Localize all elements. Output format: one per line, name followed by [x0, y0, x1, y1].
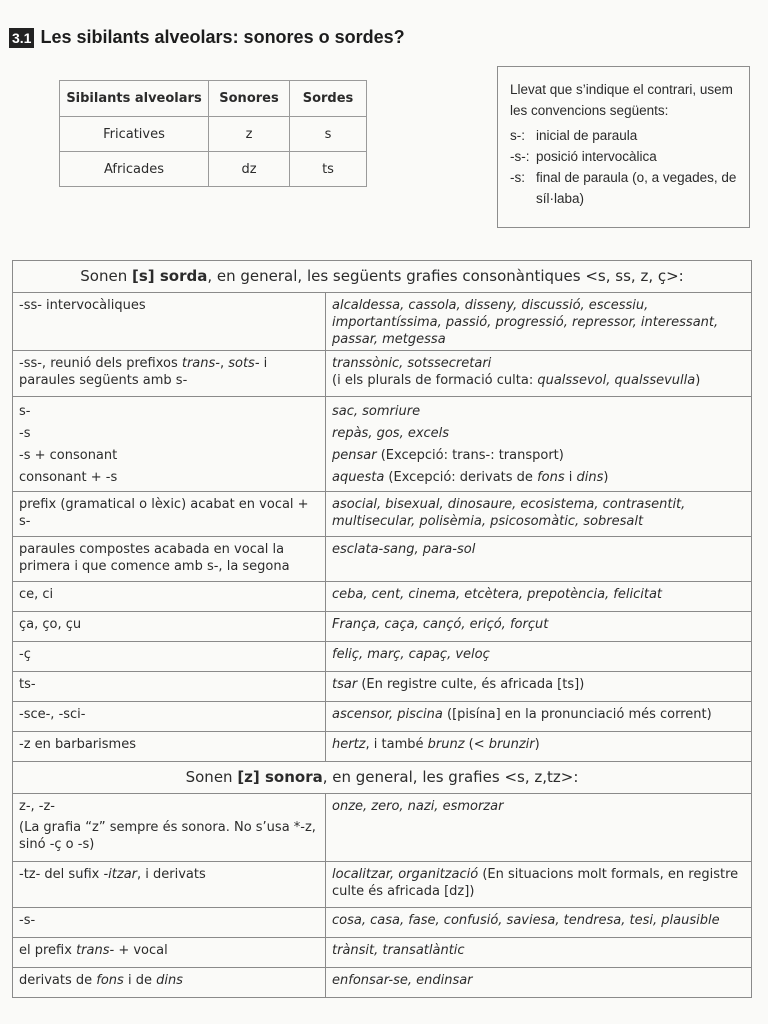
summary-row [60, 117, 367, 152]
convention-item [510, 167, 739, 209]
rule-cell: -ss- intervocàliques [13, 293, 326, 351]
convention-item [510, 125, 739, 146]
summary-header-cell: Sordes [290, 81, 367, 117]
table-row [13, 968, 752, 998]
table-row [13, 492, 752, 537]
table-row [13, 537, 752, 582]
examples-cell: transsònic, sotssecretari (i els plurals de formació culta: qualssevol, qualssevulla) [326, 351, 752, 397]
table-row [13, 582, 752, 612]
examples-cell: ceba, cent, cinema, etcètera, prepotència, felicitat [326, 582, 752, 612]
rule-cell: ça, ço, çu [13, 612, 326, 642]
examples-cell: feliç, març, capaç, veloç [326, 642, 752, 672]
rule-cell: -s- [13, 908, 326, 938]
rule-cell: -tz- del sufix -itzar, i derivats [13, 862, 326, 908]
table-row [13, 642, 752, 672]
summary-cell: dz [209, 152, 290, 187]
rule-cell: ce, ci [13, 582, 326, 612]
rule-cell: el prefix trans- + vocal [13, 938, 326, 968]
summary-cell: s [290, 117, 367, 152]
section-header-row [13, 261, 752, 293]
summary-header-cell: Sibilants alveolars [60, 81, 209, 117]
table-row [13, 794, 752, 862]
summary-cell: Fricatives [60, 117, 209, 152]
table-row [13, 293, 752, 351]
rule-cell: s- -s -s + consonant consonant + -s [13, 397, 326, 492]
examples-cell: onze, zero, nazi, esmorzar [326, 794, 752, 862]
rule-cell: z-, -z- (La grafia “z” sempre és sonora. No s’usa *-z, sinó -ç o -s) [13, 794, 326, 862]
examples-cell: cosa, casa, fase, confusió, saviesa, tendresa, tesi, plausible [326, 908, 752, 938]
table-row [13, 702, 752, 732]
summary-cell: Africades [60, 152, 209, 187]
rule-cell: paraules compostes acabada en vocal la primera i que comence amb s-, la segona [13, 537, 326, 582]
rule-cell: derivats de fons i de dins [13, 968, 326, 998]
section-header-s: Sonen [s] sorda, en general, les següents grafies consonàntiques <s, ss, z, ç>: [13, 261, 752, 293]
convention-desc: inicial de paraula [536, 128, 638, 143]
convention-desc: posició intervocàlica [536, 149, 657, 164]
section-header-row [13, 762, 752, 794]
convention-key: -s-: [510, 149, 530, 164]
rule-cell: -ss-, reunió dels prefixos trans-, sots- i paraules següents amb s- [13, 351, 326, 397]
summary-row [60, 152, 367, 187]
section-header-z: Sonen [z] sonora, en general, les grafies <s, z,tz>: [13, 762, 752, 794]
section-header-bold: [s] sorda [132, 267, 208, 285]
examples-cell: asocial, bisexual, dinosaure, ecosistema, contrasentit, multisecular, polisèmia, psicosomàtic, sobresalt [326, 492, 752, 537]
examples-cell: enfonsar-se, endinsar [326, 968, 752, 998]
section-title: Les sibilants alveolars: sonores o sordes? [40, 27, 405, 47]
table-row [13, 732, 752, 762]
examples-cell: localitzar, organització (En situacions molt formals, en registre culte és africada [dz]) [326, 862, 752, 908]
table-row [13, 908, 752, 938]
rule-cell: prefix (gramatical o lèxic) acabat en vocal + s- [13, 492, 326, 537]
examples-cell: hertz, i també brunz (< brunzir) [326, 732, 752, 762]
convention-key: s-: [510, 128, 525, 143]
table-row [13, 612, 752, 642]
convention-item [510, 146, 739, 167]
rule-cell: -sce-, -sci- [13, 702, 326, 732]
conventions-intro: Llevat que s’indique el contrari, usem les convencions següents: [510, 82, 733, 118]
examples-cell: ascensor, piscina ([pisína] en la pronunciació més corrent) [326, 702, 752, 732]
convention-key: -s: [510, 170, 525, 185]
convention-desc: final de paraula (o, a vegades, de síl·laba) [536, 170, 737, 206]
examples-cell: França, caça, cançó, eriçó, forçut [326, 612, 752, 642]
examples-cell: esclata-sang, para-sol [326, 537, 752, 582]
examples-cell: sac, somriure repàs, gos, excels pensar (Excepció: trans-: transport) aquesta (Excepció: derivats de fons i dins) [326, 397, 752, 492]
page-title [9, 27, 405, 48]
examples-cell: trànsit, transatlàntic [326, 938, 752, 968]
table-row [13, 672, 752, 702]
table-row [13, 397, 752, 492]
section-number: 3.1 [9, 28, 34, 48]
rules-table [12, 260, 752, 998]
table-row [13, 351, 752, 397]
conventions-box [497, 66, 750, 228]
summary-cell: z [209, 117, 290, 152]
rule-cell: -z en barbarismes [13, 732, 326, 762]
section-header-bold: [z] sonora [237, 768, 323, 786]
rule-cell: -ç [13, 642, 326, 672]
examples-cell: alcaldessa, cassola, disseny, discussió, escessiu, importantíssima, passió, progressió, repressor, interessant, passar, metgessa [326, 293, 752, 351]
rule-cell: ts- [13, 672, 326, 702]
summary-header-row [60, 81, 367, 117]
examples-cell: tsar (En registre culte, és africada [ts]) [326, 672, 752, 702]
table-row [13, 938, 752, 968]
summary-cell: ts [290, 152, 367, 187]
summary-table [59, 80, 367, 187]
table-row [13, 862, 752, 908]
summary-header-cell: Sonores [209, 81, 290, 117]
